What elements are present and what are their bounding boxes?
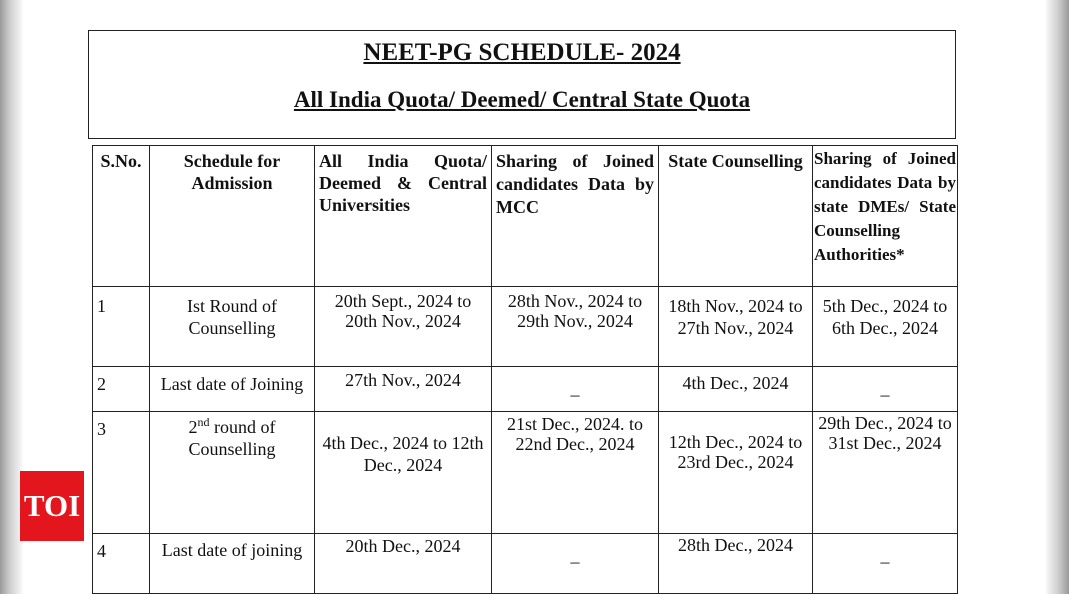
- toi-logo: TOI: [20, 471, 84, 541]
- cell-schedule-text: round of Counselling: [188, 417, 276, 459]
- cell-state: 18th Nov., 2024 to 27th Nov., 2024: [659, 287, 813, 367]
- cell-mcc: _: [492, 534, 659, 594]
- table-row: [93, 367, 958, 412]
- cell-schedule: Last date of Joining: [150, 367, 315, 412]
- cell-schedule-ordinal: 2: [188, 417, 198, 437]
- cell-sno: 1: [93, 287, 150, 367]
- table-row: [93, 287, 958, 367]
- cell-mcc: 28th Nov., 2024 to 29th Nov., 2024: [492, 287, 659, 367]
- column-header-schedule: Schedule for Admission: [150, 146, 315, 287]
- cell-sno: 4: [93, 534, 150, 594]
- schedule-table: [92, 145, 958, 594]
- cell-dme: _: [813, 367, 958, 412]
- cell-mcc: _: [492, 367, 659, 412]
- header-box: [88, 30, 956, 139]
- cell-schedule: [150, 412, 315, 534]
- cell-state: 28th Dec., 2024: [659, 534, 813, 594]
- column-header-sno: S.No.: [93, 146, 150, 287]
- cell-schedule: Last date of joining: [150, 534, 315, 594]
- cell-schedule: Ist Round of Counselling: [150, 287, 315, 367]
- cell-dme: 29th Dec., 2024 to 31st Dec., 2024: [813, 412, 958, 534]
- column-header-state: State Counselling: [659, 146, 813, 287]
- column-header-aiq: All India Quota/ Deemed & Central Universities: [315, 146, 492, 287]
- cell-aiq: 20th Dec., 2024: [315, 534, 492, 594]
- cell-aiq: 27th Nov., 2024: [315, 367, 492, 412]
- page-title: NEET-PG SCHEDULE- 2024: [363, 39, 681, 66]
- cell-sno: 3: [93, 412, 150, 534]
- table-row: [93, 412, 958, 534]
- cell-dme: 5th Dec., 2024 to 6th Dec., 2024: [813, 287, 958, 367]
- table-header-row: [93, 146, 958, 287]
- column-header-mcc: Sharing of Joined candidates Data by MCC: [492, 146, 659, 287]
- page-subtitle: All India Quota/ Deemed/ Central State Quota: [293, 87, 751, 112]
- cell-schedule-sup: nd: [197, 415, 210, 429]
- cell-state: 12th Dec., 2024 to 23rd Dec., 2024: [659, 412, 813, 534]
- cell-sno: 2: [93, 367, 150, 412]
- cell-mcc: 21st Dec., 2024. to 22nd Dec., 2024: [492, 412, 659, 534]
- cell-aiq: 20th Sept., 2024 to 20th Nov., 2024: [315, 287, 492, 367]
- column-header-dme: Sharing of Joined candidates Data by state DMEs/ State Counselling Authorities*: [813, 146, 958, 287]
- cell-state: 4th Dec., 2024: [659, 367, 813, 412]
- cell-dme: _: [813, 534, 958, 594]
- cell-aiq: 4th Dec., 2024 to 12th Dec., 2024: [315, 412, 492, 534]
- table-row: [93, 534, 958, 594]
